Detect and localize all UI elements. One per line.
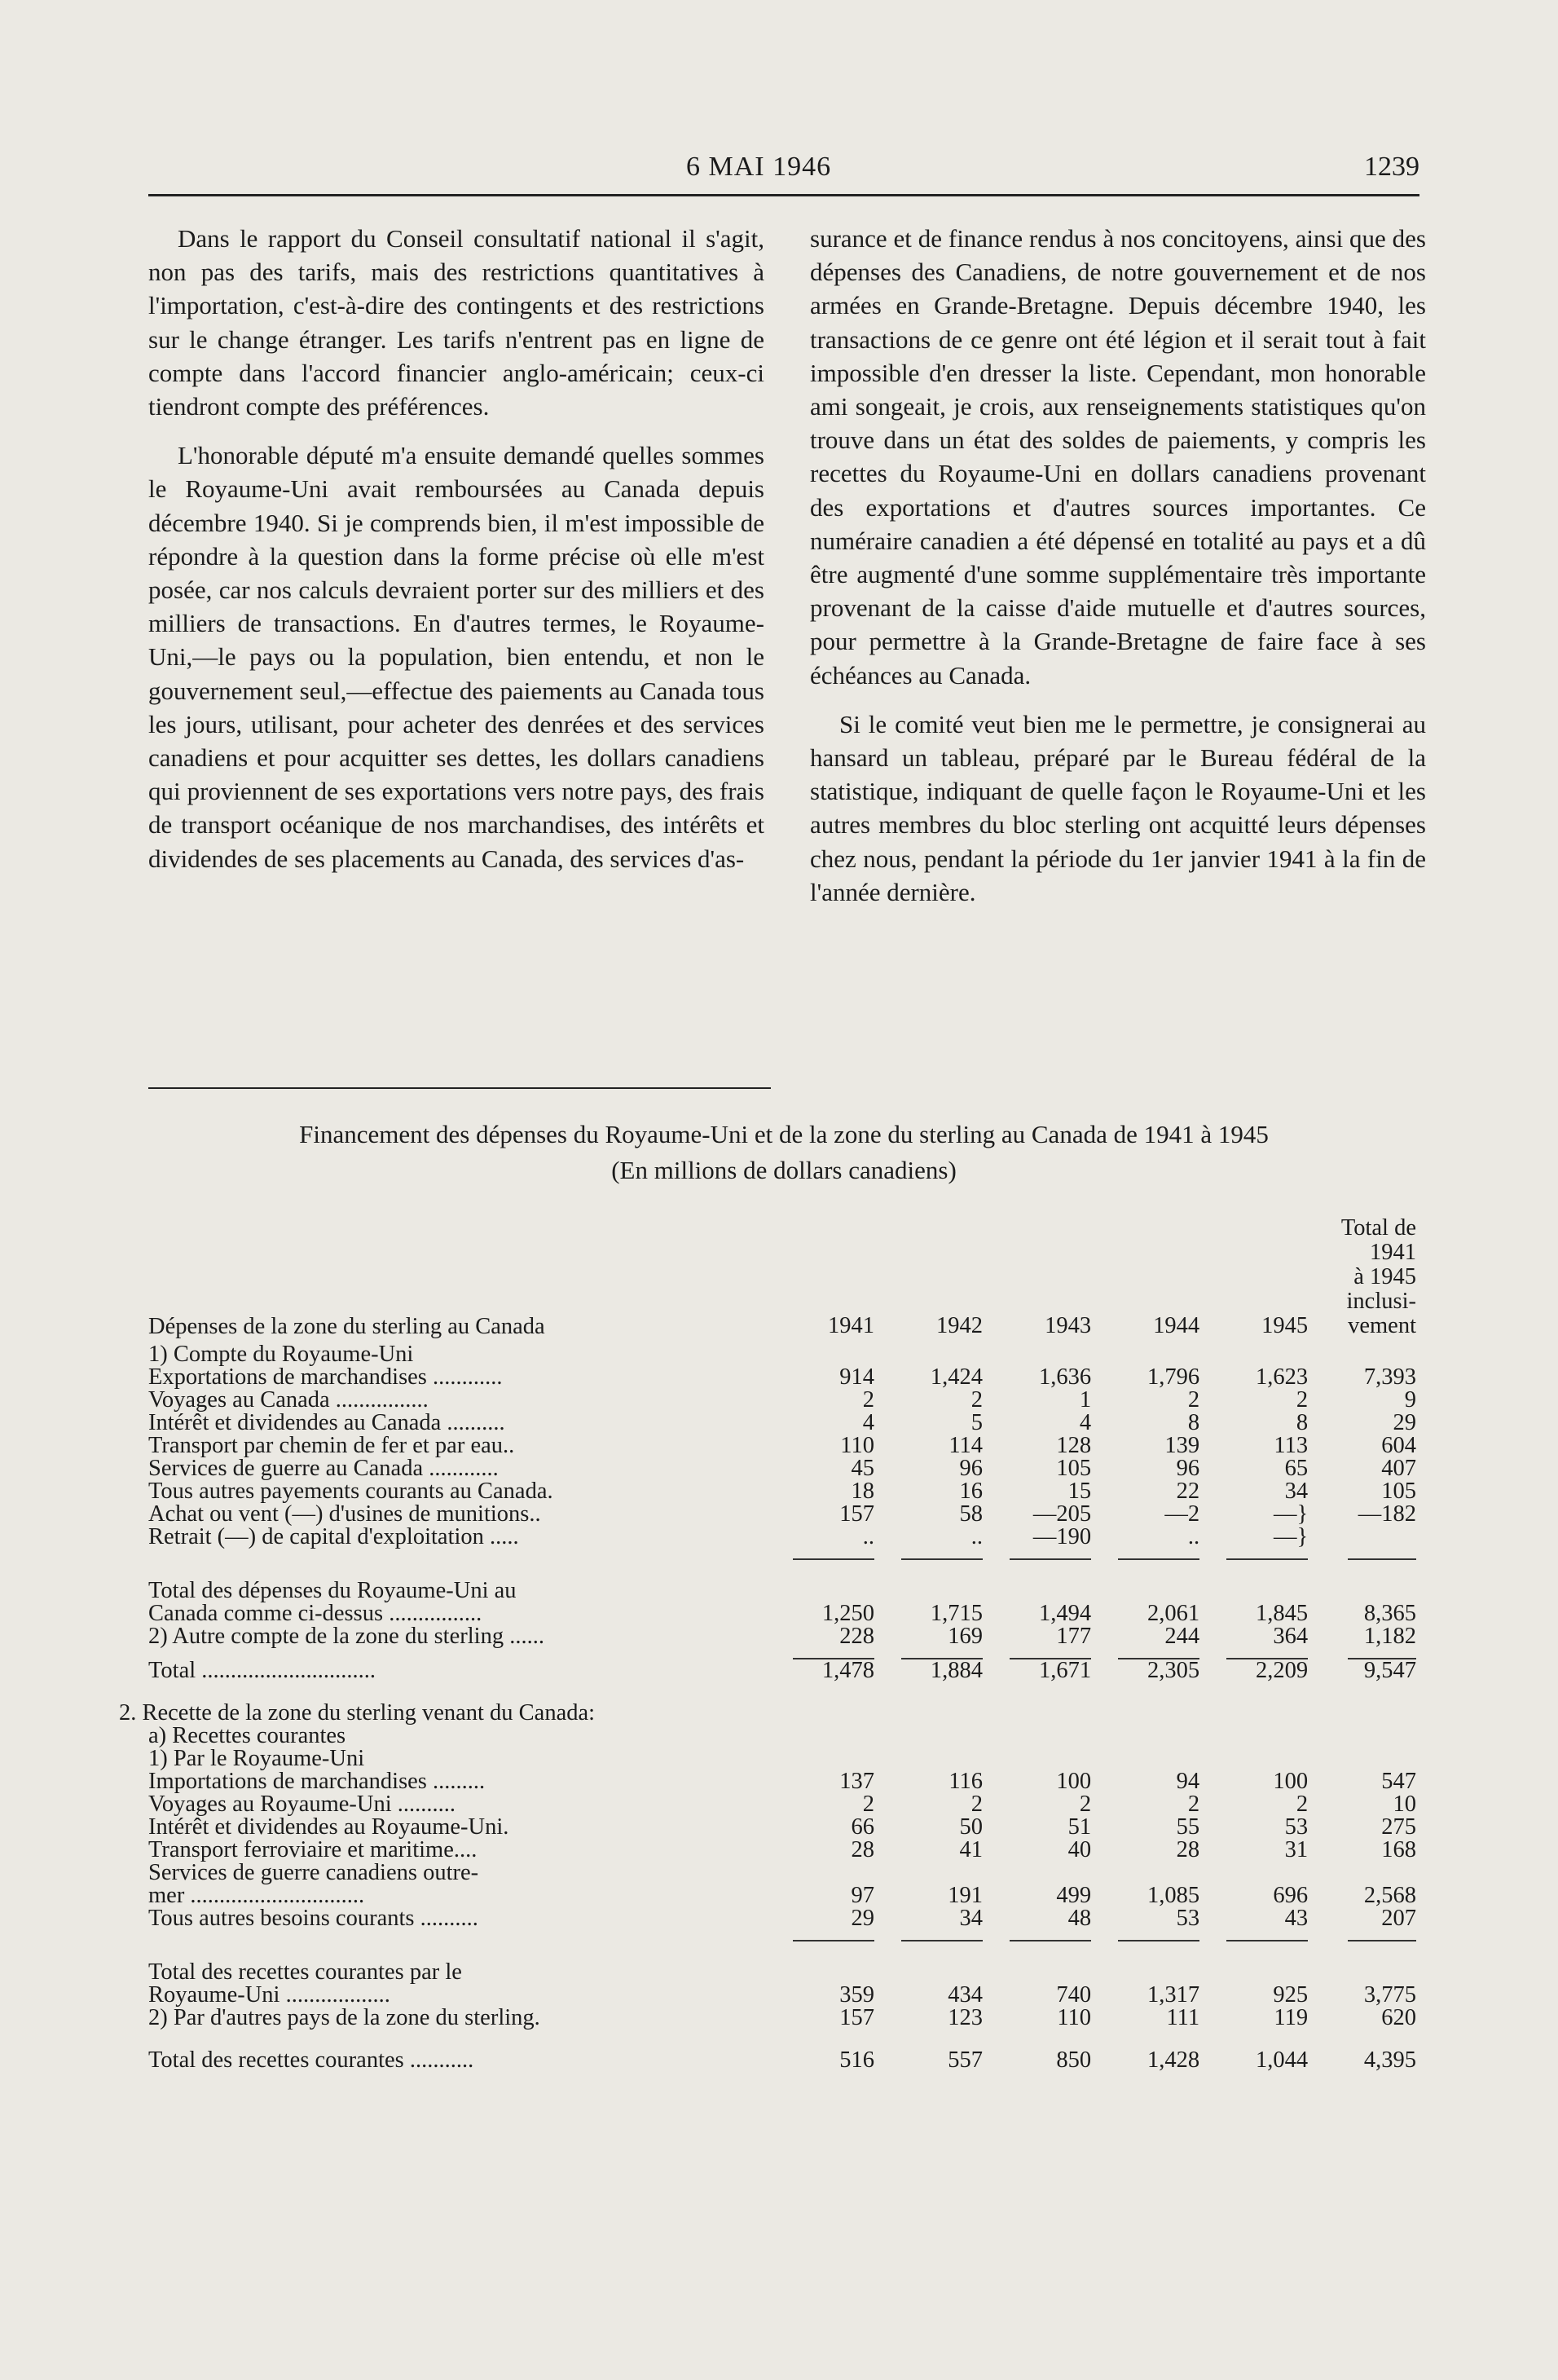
table-row (148, 1625, 1419, 1648)
column-rule (769, 1930, 878, 1941)
year-value: —2 (1164, 1501, 1200, 1527)
total-value: 3,775 (1363, 1982, 1416, 2008)
year-value: 364 (1273, 1624, 1309, 1649)
total-value: 275 (1381, 1814, 1416, 1840)
empty-cell (878, 1725, 986, 1748)
total-value: 2,568 (1363, 1883, 1416, 1908)
empty-cell (878, 1580, 986, 1602)
total-value: 407 (1381, 1456, 1416, 1481)
year-value: 2 (970, 1792, 984, 1817)
total-header (1311, 1216, 1419, 1343)
rule-line (793, 1558, 874, 1560)
year-header: 1945 (1261, 1313, 1309, 1338)
column-rule (1203, 1549, 1311, 1560)
year-value: 2 (1079, 1792, 1092, 1817)
year-header: 1943 (1045, 1313, 1092, 1338)
empty-cell (878, 1343, 986, 1366)
year-value: 1,845 (1256, 1601, 1309, 1626)
row-label: Total des dépenses du Royaume-Uni au (148, 1578, 517, 1603)
empty-cell (878, 1748, 986, 1770)
empty-cell (1203, 1961, 1311, 1984)
total-value: 29 (1393, 1410, 1416, 1435)
year-value: 96 (959, 1456, 984, 1481)
year-value: 1,636 (1038, 1364, 1092, 1390)
table-row (148, 1366, 1419, 1389)
rule-line (1010, 1558, 1091, 1560)
column-rule (1094, 1549, 1203, 1560)
empty-cell (986, 1725, 1094, 1748)
rule-line (901, 1558, 983, 1560)
table-row (148, 1907, 1419, 1930)
year-value: 2 (1187, 1792, 1200, 1817)
empty-cell (769, 1580, 878, 1602)
row-label: Services de guerre au Canada ............ (148, 1456, 499, 1481)
empty-cell (1311, 1702, 1419, 1725)
rule-line (1010, 1940, 1091, 1941)
row-label: 1) Compte du Royaume-Uni (148, 1342, 414, 1367)
row-label: Total des recettes courantes ........... (148, 2047, 474, 2073)
year-value: 105 (1056, 1456, 1092, 1481)
year-value: 34 (959, 1906, 984, 1931)
year-value: 16 (959, 1479, 984, 1504)
row-label: Total .............................. (148, 1658, 376, 1683)
total-value: 1,182 (1363, 1624, 1416, 1649)
year-value: .. (862, 1524, 874, 1549)
year-header: 1942 (936, 1313, 984, 1338)
table-row (148, 1602, 1419, 1625)
empty-cell (986, 1702, 1094, 1725)
year-value: 53 (1284, 1814, 1309, 1840)
year-value: 1,494 (1038, 1601, 1092, 1626)
empty-cell (1311, 1725, 1419, 1748)
empty-cell (1311, 1343, 1419, 1366)
year-value: 110 (1057, 2005, 1092, 2030)
year-value: 29 (851, 1906, 874, 1931)
empty-cell (1203, 1343, 1311, 1366)
column-rule (878, 1549, 986, 1560)
table-row (148, 1961, 1419, 1984)
empty-cell (1203, 1580, 1311, 1602)
column-rule (769, 1549, 878, 1560)
year-value: 2 (970, 1387, 984, 1413)
year-value: 2 (1296, 1387, 1309, 1413)
section-title: Dépenses de la zone du sterling au Canada (148, 1314, 545, 1339)
empty-cell (769, 1862, 878, 1884)
table-row (148, 1884, 1419, 1907)
year-value: 925 (1273, 1982, 1309, 2008)
year-value: 1,085 (1146, 1883, 1200, 1908)
rule-line (1348, 1558, 1416, 1560)
year-value: 516 (839, 2047, 874, 2073)
empty-cell (1203, 1748, 1311, 1770)
row-label: 2. Recette de la zone du sterling venant du Canada: (119, 1700, 596, 1726)
year-value: 100 (1273, 1769, 1309, 1794)
year-value: 34 (1284, 1479, 1309, 1504)
total-value: 9 (1404, 1387, 1416, 1413)
year-value: 41 (959, 1837, 984, 1862)
year-value: 8 (1296, 1410, 1309, 1435)
year-value: 1,428 (1146, 2047, 1200, 2073)
empty-cell (769, 1725, 878, 1748)
rule-line (1118, 1558, 1199, 1560)
empty-cell (769, 1343, 878, 1366)
total-header-line: vement (1348, 1313, 1416, 1338)
rule-line (901, 1940, 983, 1941)
year-value: .. (1187, 1524, 1200, 1549)
column-rule (1203, 1930, 1311, 1941)
table-row (148, 2007, 1419, 2030)
year-value: 28 (851, 1837, 874, 1862)
page-header (148, 152, 1419, 192)
year-value: 55 (1176, 1814, 1200, 1840)
year-value: 4 (862, 1410, 874, 1435)
year-value: 100 (1056, 1769, 1092, 1794)
empty-cell (1311, 1961, 1419, 1984)
table-row (148, 1793, 1419, 1816)
page-number: 1239 (1364, 152, 1419, 182)
spacer (148, 1930, 769, 1941)
year-value: 66 (851, 1814, 874, 1840)
year-value: 1,478 (821, 1658, 874, 1683)
empty-cell (1094, 1748, 1203, 1770)
year-value: 45 (851, 1456, 874, 1481)
table-row (148, 1480, 1419, 1503)
table-row (148, 1862, 1419, 1884)
empty-cell (878, 1862, 986, 1884)
year-value: 1,671 (1038, 1658, 1092, 1683)
empty-cell (1311, 1862, 1419, 1884)
paragraph: Dans le rapport du Conseil consultatif national il s'agit, non pas des tarifs, mais des restrictions quantitatives à l'importation, c'est-à-dire des contingents et des restrictions sur le change étranger. Les tarifs n'entrent pas en ligne de compte dans l'accord financier anglo-américain; ceux-ci tiendront compte des préférences. (148, 224, 764, 421)
year-value: 359 (839, 1982, 874, 2008)
year-value: .. (970, 1524, 984, 1549)
year-value: 31 (1284, 1837, 1309, 1862)
empty-cell (1203, 1862, 1311, 1884)
rule-line (1348, 1940, 1416, 1941)
table-row (148, 1984, 1419, 2007)
table-row (148, 1725, 1419, 1748)
year-value: 1,424 (930, 1364, 984, 1390)
table-row (148, 1816, 1419, 1839)
total-value: 604 (1381, 1433, 1416, 1458)
column-rule (1094, 1930, 1203, 1941)
year-value: 139 (1164, 1433, 1200, 1458)
year-value: 8 (1187, 1410, 1200, 1435)
year-value: 110 (840, 1433, 874, 1458)
header-rule (148, 194, 1419, 196)
year-value: 128 (1056, 1433, 1092, 1458)
year-value: —} (1273, 1501, 1309, 1527)
year-value: 43 (1284, 1906, 1309, 1931)
total-value: 7,393 (1363, 1364, 1416, 1390)
total-value: 168 (1381, 1837, 1416, 1862)
year-value: 97 (851, 1883, 874, 1908)
year-value: 111 (1166, 2005, 1200, 2030)
year-value: 1,317 (1146, 1982, 1200, 2008)
row-label: Retrait (—) de capital d'exploitation ..... (148, 1524, 519, 1549)
year-header: 1941 (828, 1313, 874, 1338)
row-label: Canada comme ci-dessus ................ (148, 1601, 482, 1626)
year-value: 2,209 (1256, 1658, 1309, 1683)
rule-row (148, 1549, 1419, 1560)
year-value: 2,305 (1146, 1658, 1200, 1683)
year-value: 58 (959, 1501, 984, 1527)
table-row (148, 1659, 1419, 1682)
spacer (148, 2030, 769, 2049)
row-label: Transport par chemin de fer et par eau.. (148, 1433, 515, 1458)
year-value: 1,250 (821, 1601, 874, 1626)
year-value: 1,623 (1256, 1364, 1309, 1390)
row-label: 1) Par le Royaume-Uni (148, 1746, 365, 1771)
row-label: Tous autres besoins courants .......... (148, 1906, 478, 1931)
rule-line (1226, 1940, 1308, 1941)
year-value: 157 (839, 1501, 874, 1527)
table-row (148, 1389, 1419, 1412)
rule-line (793, 1940, 874, 1941)
total-value: —182 (1358, 1501, 1416, 1527)
year-value: 434 (948, 1982, 984, 2008)
total-header-line: 1941 (1370, 1240, 1416, 1265)
table-row (148, 1702, 1419, 1725)
row-label: mer .............................. (148, 1883, 365, 1908)
spacer (148, 1682, 769, 1702)
column-rule (986, 1549, 1094, 1560)
year-value: 5 (970, 1410, 984, 1435)
empty-cell (1094, 1702, 1203, 1725)
year-value: 94 (1176, 1769, 1200, 1794)
table-row (148, 1435, 1419, 1457)
table-title (148, 1117, 1419, 1188)
table-row (148, 1770, 1419, 1793)
table-row (148, 1839, 1419, 1862)
row-label: Royaume-Uni .................. (148, 1982, 390, 2008)
empty-cell (1094, 1862, 1203, 1884)
spacer-row (148, 1941, 1419, 1961)
row-label: Exportations de marchandises ............ (148, 1364, 503, 1390)
year-value: 50 (959, 1814, 984, 1840)
spacer (148, 1941, 769, 1961)
total-header-line: à 1945 (1353, 1264, 1416, 1289)
left-column (148, 222, 764, 891)
empty-cell (1094, 1580, 1203, 1602)
rule-line (1118, 1940, 1199, 1941)
spacer-row (148, 1682, 1419, 1702)
year-value: 18 (851, 1479, 874, 1504)
empty-cell (769, 1748, 878, 1770)
table-row (148, 2049, 1419, 2072)
row-label: 2) Autre compte de la zone du sterling ...... (148, 1624, 544, 1649)
year-value: 228 (839, 1624, 874, 1649)
row-label: Voyages au Canada ................ (148, 1387, 429, 1413)
total-value: 10 (1393, 1792, 1416, 1817)
total-header-line: Total de (1340, 1215, 1416, 1241)
section-rule (148, 1087, 771, 1089)
row-label: Transport ferroviaire et maritime.... (148, 1837, 478, 1862)
empty-cell (1203, 1702, 1311, 1725)
rule-row (148, 1930, 1419, 1941)
row-label: Intérêt et dividendes au Royaume-Uni. (148, 1814, 509, 1840)
year-value: 15 (1067, 1479, 1092, 1504)
year-value: 914 (839, 1364, 874, 1390)
total-value: 620 (1381, 2005, 1416, 2030)
row-label: Voyages au Royaume-Uni .......... (148, 1792, 456, 1817)
page-date: 6 MAI 1946 (686, 152, 832, 182)
table-row (148, 1580, 1419, 1602)
year-value: 850 (1056, 2047, 1092, 2073)
year-value: 137 (839, 1769, 874, 1794)
year-value: 22 (1176, 1479, 1200, 1504)
table-row (148, 1503, 1419, 1526)
spacer-row (148, 1560, 1419, 1580)
total-value: 105 (1381, 1479, 1416, 1504)
year-value: 1,044 (1256, 2047, 1309, 2073)
empty-cell (1094, 1343, 1203, 1366)
paragraph: surance et de finance rendus à nos concitoyens, ainsi que des dépenses des Canadiens, de notre gouvernement et de nos armées en Grande-Bretagne. Depuis décembre 1940, les transactions de ce genre ont été légion et il serait tout à fait impossible d'en dresser la liste. Cependant, mon honorable ami songeait, je crois, aux renseignements statistiques qu'on trouve dans un état des soldes de paiements, y compris les recettes du Royaume-Uni en dollars canadiens provenant des exportations et d'autres sources importantes. Ce numéraire canadien a été dépensé en totalité au pays et a dû être augmenté d'une somme supplémentaire très importante provenant de la caisse d'aide mutuelle et d'autres sources, pour permettre à la Grande-Bretagne de faire face à ses échéances au Canada. (810, 224, 1426, 690)
year-value: 114 (948, 1433, 984, 1458)
column-rule (878, 1930, 986, 1941)
year-value: 65 (1284, 1456, 1309, 1481)
row-label: Achat ou vent (—) d'usines de munitions.. (148, 1501, 541, 1527)
empty-cell (986, 1748, 1094, 1770)
total-value: 4,395 (1363, 2047, 1416, 2073)
table-row (148, 1343, 1419, 1366)
total-value: 547 (1381, 1769, 1416, 1794)
year-value: 123 (948, 2005, 984, 2030)
row-label: 2) Par d'autres pays de la zone du sterling. (148, 2005, 540, 2030)
row-label: Tous autres payements courants au Canada. (148, 1479, 553, 1504)
year-value: 53 (1176, 1906, 1200, 1931)
table-title-text: Financement des dépenses du Royaume-Uni et de la zone du sterling au Canada de 1941 à 1945 (299, 1120, 1269, 1148)
year-value: 740 (1056, 1982, 1092, 2008)
year-value: 696 (1273, 1883, 1309, 1908)
row-label: Intérêt et dividendes au Canada .......... (148, 1410, 505, 1435)
financing-table (119, 1215, 1419, 2073)
year-value: 1,884 (930, 1658, 984, 1683)
year-value: 40 (1067, 1837, 1092, 1862)
total-value (1311, 1526, 1419, 1549)
column-rule (1311, 1549, 1419, 1560)
year-value: 2 (1187, 1387, 1200, 1413)
paragraph: Si le comité veut bien me le permettre, je consignerai au hansard un tableau, préparé par le Bureau fédéral de la statistique, indiquant de quelle façon le Royaume-Uni et les autres membres du bloc sterling ont acquitté leurs dépenses chez nous, pendant la période du 1er janvier 1941 à la fin de l'année dernière. (810, 709, 1426, 906)
empty-cell (1311, 1748, 1419, 1770)
total-value: 8,365 (1363, 1601, 1416, 1626)
total-header-line: inclusi- (1346, 1289, 1416, 1314)
year-value: 1,796 (1146, 1364, 1200, 1390)
table-subtitle: (En millions de dollars canadiens) (611, 1156, 957, 1184)
row-label: Importations de marchandises ......... (148, 1769, 486, 1794)
year-value: 2,061 (1146, 1601, 1200, 1626)
year-value: 191 (948, 1883, 984, 1908)
table-row (148, 1412, 1419, 1435)
table-row (148, 1526, 1419, 1549)
year-value: 28 (1176, 1837, 1200, 1862)
total-value: 207 (1381, 1906, 1416, 1931)
year-header: 1944 (1153, 1313, 1200, 1338)
year-value: 157 (839, 2005, 874, 2030)
year-value: 177 (1056, 1624, 1092, 1649)
spacer-row (148, 2030, 1419, 2049)
spacer (148, 1560, 769, 1580)
empty-cell (1094, 1725, 1203, 1748)
row-label: Total des recettes courantes par le (148, 1959, 462, 1985)
table-row (148, 1748, 1419, 1770)
year-value: 4 (1079, 1410, 1092, 1435)
empty-cell (878, 1702, 986, 1725)
empty-cell (986, 1961, 1094, 1984)
year-value: 113 (1274, 1433, 1309, 1458)
empty-cell (1094, 1961, 1203, 1984)
year-value: 96 (1176, 1456, 1200, 1481)
empty-cell (986, 1343, 1094, 1366)
empty-cell (878, 1961, 986, 1984)
rule-line (1226, 1558, 1308, 1560)
year-value: 557 (948, 2047, 984, 2073)
empty-cell (986, 1580, 1094, 1602)
empty-cell (769, 1702, 878, 1725)
empty-cell (1311, 1580, 1419, 1602)
year-value: —} (1273, 1524, 1309, 1549)
spacer (148, 1549, 769, 1560)
empty-cell (769, 1961, 878, 1984)
year-value: —205 (1032, 1501, 1092, 1527)
row-label: Services de guerre canadiens outre- (148, 1860, 479, 1885)
year-value: 116 (948, 1769, 984, 1794)
column-rule (986, 1930, 1094, 1941)
empty-cell (986, 1862, 1094, 1884)
table-header-row (148, 1216, 1419, 1343)
year-value: —190 (1032, 1524, 1092, 1549)
year-value: 499 (1056, 1883, 1092, 1908)
total-value: 9,547 (1363, 1658, 1416, 1683)
paragraph: L'honorable député m'a ensuite demandé quelles sommes le Royaume-Uni avait remboursées au Canada depuis décembre 1940. Si je comprends bien, il m'est impossible de répondre à la question dans la forme précise où elle m'est posée, car nos calculs devraient porter sur des milliers et des milliers de transactions. En d'autres termes, le Royaume-Uni,—le pays ou la population, bien entendu, et non le gouvernement seul,—effectue des paiements au Canada tous les jours, utilisant, pour acheter des denrées et des services canadiens et pour acquitter ses dettes, les dollars canadiens qui proviennent de ses exportations vers notre pays, des frais de transport océanique de nos marchandises, des intérêts et dividendes de ses placements au Canada, des services d'as- (148, 441, 764, 873)
table-row (148, 1457, 1419, 1480)
year-value: 1,715 (930, 1601, 984, 1626)
year-value: 119 (1274, 2005, 1309, 2030)
year-value: 51 (1067, 1814, 1092, 1840)
year-value: 1 (1079, 1387, 1092, 1413)
year-value: 169 (948, 1624, 984, 1649)
year-value: 2 (862, 1387, 874, 1413)
right-column (810, 222, 1426, 924)
column-rule (1311, 1930, 1419, 1941)
year-value: 48 (1067, 1906, 1092, 1931)
row-label: a) Recettes courantes (148, 1723, 346, 1748)
year-value: 2 (862, 1792, 874, 1817)
year-value: 2 (1296, 1792, 1309, 1817)
empty-cell (1203, 1725, 1311, 1748)
year-value: 244 (1164, 1624, 1200, 1649)
